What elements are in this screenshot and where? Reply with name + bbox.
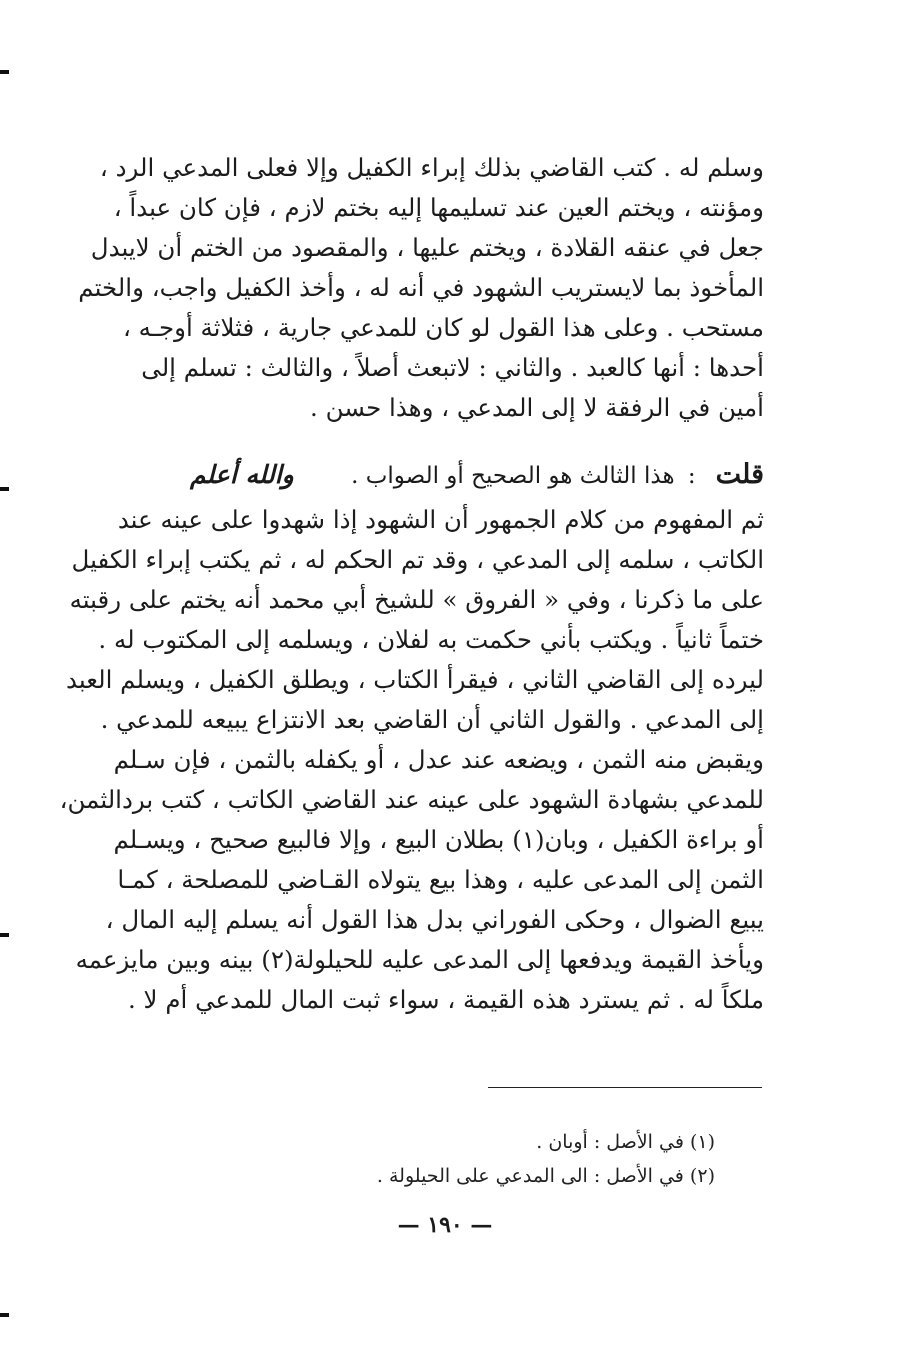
text-line: يبيع الضوال ، وحكى الفوراني بدل هذا القول أنه يسلم إليه المال ،: [105, 905, 764, 934]
text-line: أحدها : أنها كالعبد . والثاني : لاتبعث أصلاً ، والثالث : تسلم إلى: [141, 353, 764, 382]
scan-mark: [0, 70, 9, 74]
scan-mark: [0, 487, 9, 491]
text-line: الكاتب ، سلمه إلى المدعي ، وقد تم الحكم له ، ثم يكتب إبراء الكفيل: [71, 545, 764, 574]
scan-mark: [0, 1313, 9, 1317]
qult-closing: والله أعلم: [190, 460, 294, 489]
qult-separator: :: [687, 463, 696, 489]
text-line: ثم المفهوم من كلام الجمهور أن الشهود إذا شهدوا على عينه عند: [117, 505, 764, 534]
qult-label: قلت: [715, 459, 764, 490]
footnote-1: (١) في الأصل : أوبان .: [536, 1131, 715, 1153]
text-line: للمدعي بشهادة الشهود على عينه عند القاضي الكاتب ، كتب بردالثمن،: [59, 785, 764, 814]
text-line: أمين في الرفقة لا إلى المدعي ، وهذا حسن .: [310, 393, 764, 422]
text-line: الثمن إلى المدعى عليه ، وهذا بيع يتولاه القـاضي للمصلحة ، كمـا: [117, 865, 764, 894]
scan-mark: [0, 933, 9, 937]
qult-text: هذا الثالث هو الصحيح أو الصواب .: [351, 463, 675, 489]
text-line: على ما ذكرنا ، وفي « الفروق » للشيخ أبي محمد أنه يختم على رقبته: [69, 585, 764, 614]
text-line: ليرده إلى القاضي الثاني ، فيقرأ الكتاب ، ويطلق الكفيل ، ويسلم العبد: [66, 665, 764, 694]
paragraph-2: [59, 500, 764, 1020]
footnotes: [160, 1125, 715, 1193]
text-line: جعل في عنقه القلادة ، ويختم عليها ، والمقصود من الختم أن لايبدل: [90, 233, 764, 262]
text-line: وسلم له . كتب القاضي بذلك إبراء الكفيل وإلا فعلى المدعي الرد ،: [99, 153, 764, 182]
paragraph-1: [78, 148, 764, 428]
page-number: — ١٩٠ —: [397, 1212, 493, 1238]
text-line: أو براءة الكفيل ، وبان(١) بطلان البيع ، وإلا فالبيع صحيح ، ويسـلم: [113, 825, 764, 854]
text-line: ومؤنته ، ويختم العين عند تسليمها إليه بختم لازم ، فإن كان عبداً ،: [113, 193, 764, 222]
text-line: إلى المدعي . والقول الثاني أن القاضي بعد الانتزاع يبيعه للمدعي .: [100, 705, 764, 734]
qult-note: [190, 453, 764, 497]
text-line: المأخوذ بما لايستريب الشهود في أنه له ، وأخذ الكفيل واجب، والختم: [78, 273, 764, 302]
text-line: مستحب . وعلى هذا القول لو كان للمدعي جارية ، فثلاثة أوجـه ،: [122, 313, 764, 342]
text-line: ويقبض منه الثمن ، ويضعه عند عدل ، أو يكفله بالثمن ، فإن سـلم: [113, 745, 764, 774]
text-line: ملكاً له . ثم يسترد هذه القيمة ، سواء ثبت المال للمدعي أم لا .: [127, 985, 764, 1014]
text-line: ويأخذ القيمة ويدفعها إلى المدعى عليه للحيلولة(٢) بينه وبين مايزعمه: [75, 945, 764, 974]
footnote-divider: [488, 1087, 762, 1088]
text-line: ختماً ثانياً . ويكتب بأني حكمت به لفلان ، ويسلمه إلى المكتوب له .: [98, 625, 764, 654]
footnote-2: (٢) في الأصل : الى المدعي على الحيلولة .: [376, 1165, 715, 1187]
